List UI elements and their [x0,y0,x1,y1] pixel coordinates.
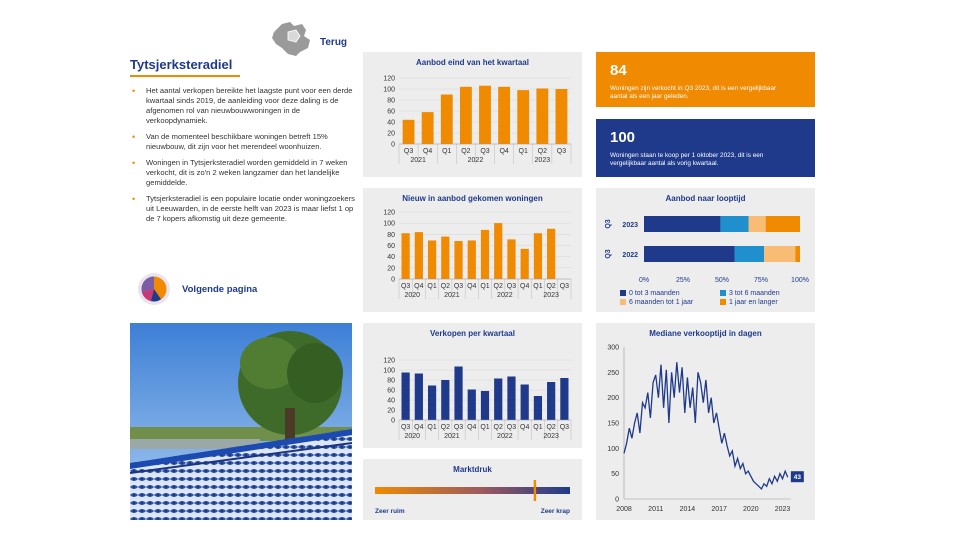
y-tick-label: 0 [391,141,395,149]
y-tick-label: 120 [383,209,395,217]
x-tick-label: Q2 [440,283,450,290]
group-label: 2021 [444,292,460,299]
chart-verkopen [363,323,582,448]
y-tick-label: 100 [383,367,395,375]
y-tick-label: 20 [387,407,395,415]
group-label: 2022 [467,157,484,164]
group-label: 2021 [410,157,426,164]
bar [468,390,476,421]
legend-swatch [620,290,626,296]
x-tick-label: Q3 [506,424,517,431]
x-tick-label: Q4 [520,283,530,290]
legend-item [620,299,720,306]
bar [507,377,515,421]
x-tick-label: Q3 [400,283,411,290]
x-tick-label: 50% [714,277,730,284]
bar [428,240,436,279]
bar [521,249,529,279]
y-tick-label: 20 [387,130,395,138]
group-label: 2021 [444,433,460,440]
chart-looptijd-panel [596,188,815,312]
x-tick-label: Q4 [499,148,509,155]
x-tick-label: Q3 [559,283,570,290]
x-tick-label: Q1 [533,283,543,290]
chart-nieuw [363,188,582,312]
bar [494,379,502,421]
group-label: 2022 [497,433,513,440]
gauge-bar [375,487,570,494]
x-tick-label: Q1 [533,424,543,431]
chart-mediaan [596,323,815,520]
bar [402,233,410,279]
stat-card-for-sale [596,119,815,177]
x-tick-label: Q4 [467,283,477,290]
x-tick-label: Q2 [493,283,503,290]
pie-chart-icon [137,272,171,306]
chart-title: Mediane verkooptijd in dagen [649,329,762,338]
bar-segment [766,216,800,232]
y-tick-label: 0 [391,276,395,284]
x-tick-label: Q1 [442,148,452,155]
x-tick-label: Q1 [480,424,490,431]
y-group-label: Q3 [605,219,612,229]
page-title: Tytsjerksteradiel [130,57,233,72]
x-tick-label: 2020 [743,506,759,513]
chart-title: Nieuw in aanbod gekomen woningen [402,194,543,203]
group-label: 2020 [404,292,421,299]
landscape-photo [130,323,352,520]
bar [481,230,489,279]
x-tick-label: Q2 [537,148,548,155]
bar [441,237,449,279]
gauge-marker [534,480,536,501]
x-tick-label: Q3 [480,148,490,155]
chart-verkopen-panel [363,323,582,448]
y-tick-label: 100 [383,220,395,228]
next-page-label: Volgende pagina [182,284,258,295]
y-tick-label: 100 [607,445,619,453]
stat-card-sold [596,52,815,107]
bar [468,240,476,279]
chart-mediaan-panel [596,323,815,520]
end-value-label: 43 [793,474,801,482]
bar-segment [795,246,800,262]
y-tick-label: 100 [383,86,395,94]
x-tick-label: Q3 [556,148,567,155]
stat-number: 100 [610,129,636,146]
bar-segment [749,216,766,232]
bar [507,239,515,279]
bar [494,223,502,279]
x-tick-label: Q1 [427,283,437,290]
chart-nieuw-panel [363,188,582,312]
x-tick-label: Q4 [467,424,477,431]
x-tick-label: Q2 [493,424,503,431]
bar [481,391,489,420]
x-tick-label: Q1 [480,283,490,290]
bar [547,229,555,279]
chart-title: Aanbod naar looptijd [665,194,746,203]
bar [479,86,491,144]
legend-swatch [720,299,726,305]
legend-label: 3 tot 6 maanden [729,290,780,297]
y-tick-label: 250 [607,369,619,377]
x-tick-label: 2008 [616,506,632,513]
x-tick-label: 2017 [711,506,727,513]
title-underline [130,75,240,77]
bar-segment [644,246,734,262]
x-tick-label: Q3 [403,148,414,155]
bullet-item: • Tytsjerksteradiel is een populaire locatie onder woningzoekers uit Leeuwarden, in de eerste helft van 2023 is maar liefst 1 op de 7 kopers afkomstig uit deze gemeente. [130,194,355,224]
bar-segment [644,216,720,232]
y-category-label: 2022 [622,252,638,259]
y-tick-label: 120 [383,75,395,83]
bar [441,95,453,145]
bar [454,367,462,421]
bar [534,396,542,420]
x-tick-label: 75% [753,277,769,284]
x-tick-label: Q4 [414,424,424,431]
bar-segment [734,246,764,262]
chart-title: Aanbod eind van het kwartaal [416,58,529,67]
x-tick-label: Q3 [453,283,464,290]
legend-label: 1 jaar en langer [729,299,778,306]
x-tick-label: Q2 [546,283,556,290]
legend-label: 6 maanden tot 1 jaar [629,299,694,306]
y-tick-label: 0 [391,417,395,425]
bar-segment [764,246,795,262]
y-tick-label: 80 [387,377,395,385]
chart-title: Marktdruk [453,465,492,474]
x-tick-label: 25% [675,277,691,284]
bar [534,233,542,279]
x-tick-label: Q1 [518,148,528,155]
bar [441,380,449,420]
next-page-button[interactable] [137,272,317,306]
chart-looptijd [596,188,815,288]
y-tick-label: 20 [387,265,395,273]
bar [547,382,555,420]
back-link[interactable]: Terug [320,37,348,48]
y-tick-label: 60 [387,108,395,116]
bar [517,90,529,144]
y-tick-label: 200 [607,395,619,403]
legend-swatch [620,299,626,305]
y-tick-label: 40 [387,119,395,127]
bullet-item: • Het aantal verkopen bereikte het laagste punt voor een derde kwartaal sinds 2019, de aanleiding voor deze daling is de afgenomen rol van nieuwbouwwoningen in de verkoopdynamiek. [130,86,355,126]
group-label: 2023 [543,292,559,299]
y-tick-label: 60 [387,243,395,250]
y-tick-label: 40 [387,254,395,262]
chart-aanbod [363,52,582,177]
y-tick-label: 150 [607,420,619,428]
stat-text: Woningen staan te koop per 1 oktober 2023, dit is een vergelijkbaar aantal als vorig kwartaal. [610,152,764,167]
bar [556,89,568,144]
bullet-list [130,86,355,230]
legend-item [720,299,815,306]
y-tick-label: 80 [387,97,395,105]
bar [536,88,548,144]
chart-title: Verkopen per kwartaal [430,329,515,338]
y-tick-label: 50 [611,471,619,479]
y-tick-label: 120 [383,357,395,365]
x-tick-label: Q3 [400,424,411,431]
legend-label: 0 tot 3 maanden [629,290,680,297]
bar [428,386,436,421]
legend-item [620,290,710,297]
x-tick-label: Q2 [546,424,556,431]
y-tick-label: 80 [387,231,395,239]
bar [521,385,529,421]
x-tick-label: Q4 [520,424,530,431]
bullet-item: • Van de momenteel beschikbare woningen betreft 15% nieuwbouw, dit zijn voor het merendeel woonhuizen. [130,132,355,152]
bar [560,378,568,420]
x-tick-label: 2023 [774,506,791,513]
group-label: 2020 [404,433,421,440]
x-tick-label: Q2 [461,148,471,155]
region-map-icon[interactable] [270,18,316,58]
legend-item [720,290,815,297]
bar [415,232,423,279]
bullet-item: • Woningen in Tytsjerksteradiel worden gemiddeld in 7 weken verkocht, dit is zo'n 2 weken langzamer dan het landelijke gemiddelde. [130,158,355,188]
legend-swatch [720,290,726,296]
bar-segment [720,216,748,232]
x-tick-label: Q4 [414,283,424,290]
stat-number: 84 [610,62,627,79]
x-tick-label: Q2 [440,424,450,431]
x-tick-label: Q1 [427,424,437,431]
gauge-right-label: Zeer krap [540,508,570,515]
y-tick-label: 0 [615,496,619,504]
bar [422,112,434,144]
x-tick-label: 2011 [648,506,664,513]
marktdruk-gauge [363,459,582,520]
chart-aanbod-panel [363,52,582,177]
bar [403,120,415,144]
x-tick-label: 0% [638,277,650,284]
x-tick-label: Q3 [453,424,464,431]
bar [402,373,410,421]
stat-text: Woningen zijn verkocht in Q3 2023, dit is een vergelijkbaar aantal als een jaar geleden. [610,85,777,100]
group-label: 2023 [534,157,551,164]
marktdruk-panel [363,459,582,520]
bar [498,87,510,144]
y-category-label: 2023 [622,222,638,229]
y-tick-label: 300 [607,344,619,352]
bar [415,374,423,421]
bar [454,241,462,279]
group-label: 2022 [497,292,513,299]
y-tick-label: 60 [387,387,395,395]
x-tick-label: Q3 [559,424,570,431]
x-tick-label: 2014 [679,506,696,513]
gauge-left-label: Zeer ruim [375,508,405,515]
x-tick-label: 100% [791,277,809,284]
group-label: 2023 [543,433,559,440]
bar [460,87,472,144]
x-tick-label: Q4 [422,148,433,155]
y-group-label: Q3 [605,249,612,259]
series-line [624,362,788,489]
x-tick-label: Q3 [506,283,517,290]
y-tick-label: 40 [387,397,395,405]
